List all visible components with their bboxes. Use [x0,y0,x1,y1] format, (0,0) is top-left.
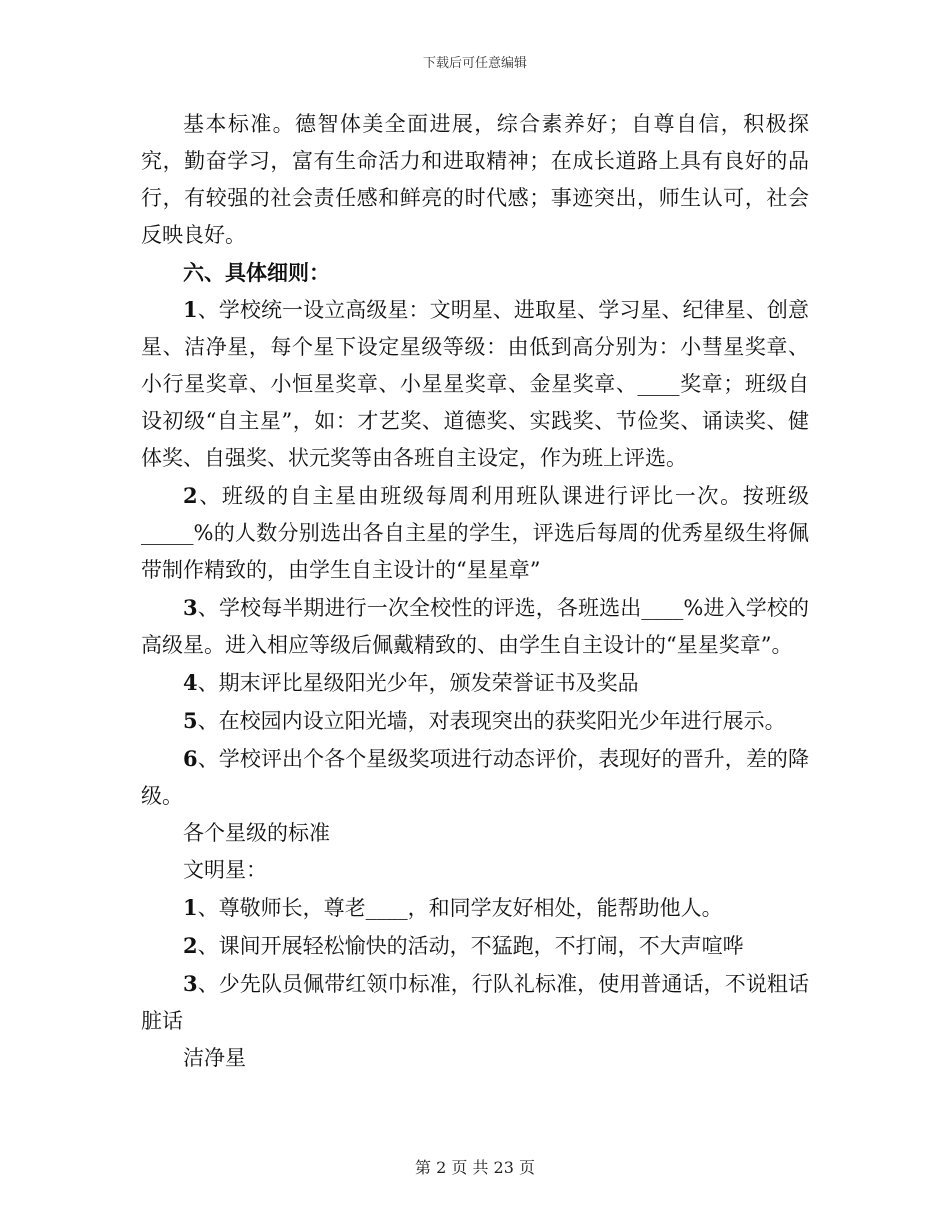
section-heading: 六、具体细则： [183,260,330,285]
rule-item: 2、班级的自主星由班级每周利用班队课进行评比一次。按班级_____%的人数分别选出各自主星的学生，评选后每周的优秀星级生将佩带制作精致的，由学生自主设计的“星星章” [141,483,809,582]
item-number: 1 [183,297,198,322]
document-body [141,106,809,1077]
rule-item: 6、学校评出个各个星级奖项进行动态评价，表现好的晋升，差的降级。 [141,746,809,808]
rule-item: 5、在校园内设立阳光墙，对表现突出的获奖阳光少年进行展示。 [183,708,786,733]
item-number: 5 [183,708,198,733]
rule-item: 4、期末评比星级阳光少年，颁发荣誉证书及奖品 [183,670,639,695]
item-number: 2 [183,933,198,958]
page-header: 下载后可任意编辑 [422,56,527,71]
item-number: 1 [183,895,198,920]
subheading-civility-star: 文明星： [183,858,267,882]
item-number: 4 [183,670,198,695]
item-number: 3 [183,595,198,620]
paragraph-basic-standard: 基本标准。德智体美全面进展，综合素养好；自尊自信，积极探究，勤奋学习，富有生命活力和进取精神；在成长道路上具有良好的品行，有较强的社会责任感和鲜亮的时代感；事迹突出，师生认可，社会反映良好。 [141,112,809,247]
item-number: 3 [183,971,198,996]
subheading-clean-star: 洁净星 [183,1046,246,1070]
standard-item: 3、少先队员佩带红领巾标准，行队礼标准，使用普通话，不说粗话脏话 [141,971,809,1033]
rule-item: 3、学校每半期进行一次全校性的评选，各班选出____%进入学校的高级星。进入相应等级后佩戴精致的、由学生自主设计的“星星奖章”。 [141,595,809,657]
page-footer: 第 2 页 共 23 页 [415,1158,535,1177]
subheading-star-standards: 各个星级的标准 [183,821,330,845]
standard-item: 2、课间开展轻松愉快的活动，不猛跑，不打闹，不大声喧哗 [183,933,744,958]
item-number: 6 [183,746,198,771]
standard-item: 1、尊敬师长，尊老____，和同学友好相处，能帮助他人。 [183,895,723,920]
item-number: 2 [183,483,198,508]
rule-item: 1、学校统一设立高级星：文明星、进取星、学习星、纪律星、创意星、洁净星，每个星下设定星级等级：由低到高分别为：小彗星奖章、小行星奖章、小恒星奖章、小星星奖章、金星奖章、____奖章；班级自设初级“自主星”，如：才艺奖、道德奖、实践奖、节俭奖、诵读奖、健体奖、自强奖、状元奖等由各班自主设定，作为班上评选。 [141,297,809,470]
